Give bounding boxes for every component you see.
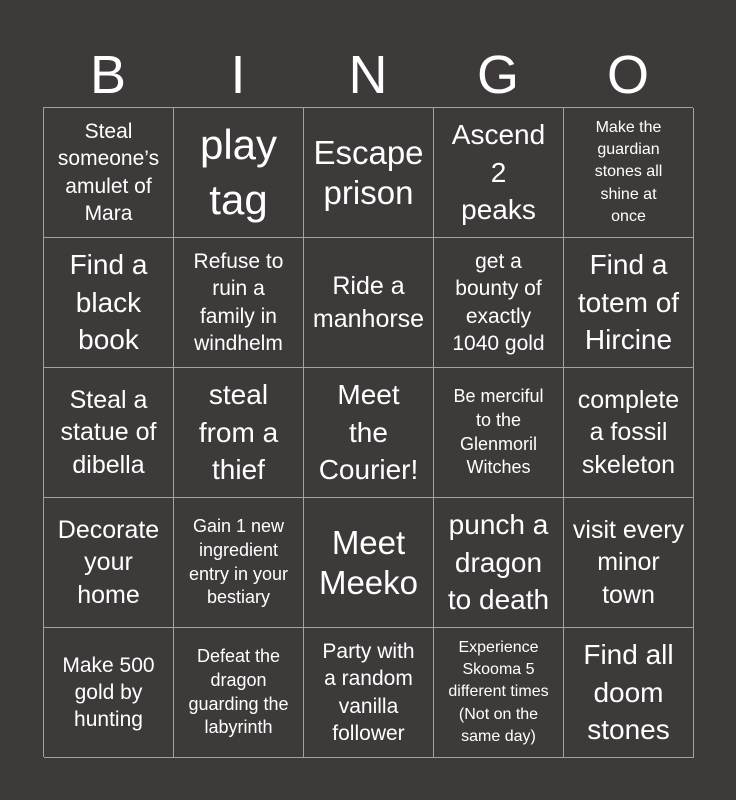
cell-text: get a bounty of exactly 1040 gold bbox=[452, 249, 545, 355]
cell-text: steal from a thief bbox=[198, 378, 279, 486]
bingo-cell[interactable] bbox=[304, 628, 434, 758]
cell-text: Meet the Courier! bbox=[318, 378, 419, 486]
bingo-cell[interactable] bbox=[44, 628, 174, 758]
cell-text: visit every minor town bbox=[572, 515, 685, 609]
bingo-cell[interactable] bbox=[174, 498, 304, 628]
bingo-cell[interactable] bbox=[44, 368, 174, 498]
bingo-cell[interactable] bbox=[304, 498, 434, 628]
bingo-cell[interactable] bbox=[564, 238, 694, 368]
cell-text: Find a black book bbox=[69, 248, 148, 356]
bingo-cell[interactable] bbox=[434, 498, 564, 628]
bingo-cell[interactable] bbox=[564, 628, 694, 758]
bingo-cell[interactable] bbox=[434, 368, 564, 498]
cell-text: Gain 1 new ingredient entry in your bestiary bbox=[188, 516, 289, 608]
header-letter-n: N bbox=[348, 45, 388, 105]
bingo-cell[interactable] bbox=[304, 238, 434, 368]
header-letter-i: I bbox=[230, 45, 246, 105]
header-letter-g: G bbox=[476, 45, 519, 105]
cell-text: Meet Meeko bbox=[318, 523, 419, 601]
bingo-cell[interactable] bbox=[434, 628, 564, 758]
cell-text: Find a totem of Hircine bbox=[577, 248, 680, 356]
cell-text: play tag bbox=[199, 120, 278, 223]
bingo-cell[interactable] bbox=[564, 108, 694, 238]
cell-text: Party with a random vanilla follower bbox=[322, 639, 415, 745]
bingo-header bbox=[43, 42, 693, 108]
bingo-cell[interactable] bbox=[44, 238, 174, 368]
cell-text: Refuse to ruin a family in windhelm bbox=[193, 249, 284, 355]
cell-text: Escape prison bbox=[313, 133, 424, 211]
cell-text: Be merciful to the Glenmoril Witches bbox=[453, 386, 544, 478]
cell-text: Make the guardian stones all shine at once bbox=[594, 119, 663, 225]
bingo-cell[interactable] bbox=[44, 108, 174, 238]
cell-text: Experience Skooma 5 different times (Not on the same day) bbox=[448, 639, 549, 745]
cell-text: Find all doom stones bbox=[583, 638, 674, 746]
bingo-cell[interactable] bbox=[564, 368, 694, 498]
bingo-cell[interactable] bbox=[564, 498, 694, 628]
bingo-cell[interactable] bbox=[174, 238, 304, 368]
cell-text: Ride a manhorse bbox=[312, 272, 425, 333]
header-letter-b: B bbox=[89, 45, 127, 105]
bingo-cell[interactable] bbox=[434, 238, 564, 368]
bingo-cell[interactable] bbox=[304, 368, 434, 498]
cell-text: punch a dragon to death bbox=[447, 508, 550, 616]
bingo-cell[interactable] bbox=[434, 108, 564, 238]
bingo-cell[interactable] bbox=[174, 628, 304, 758]
bingo-board bbox=[43, 107, 693, 757]
cell-text: Make 500 gold by hunting bbox=[62, 653, 155, 732]
bingo-cell[interactable] bbox=[304, 108, 434, 238]
header-letter-o: O bbox=[606, 45, 649, 105]
cell-text: Ascend 2 peaks bbox=[451, 118, 546, 226]
cell-text: Decorate your home bbox=[57, 515, 160, 609]
cell-text: Defeat the dragon guarding the labyrinth bbox=[188, 646, 289, 738]
cell-text: Steal a statue of dibella bbox=[60, 385, 157, 479]
bingo-cell[interactable] bbox=[44, 498, 174, 628]
bingo-cell[interactable] bbox=[174, 368, 304, 498]
cell-text: Steal someone’s amulet of Mara bbox=[57, 119, 160, 225]
cell-text: complete a fossil skeleton bbox=[577, 385, 680, 479]
bingo-cell[interactable] bbox=[174, 108, 304, 238]
